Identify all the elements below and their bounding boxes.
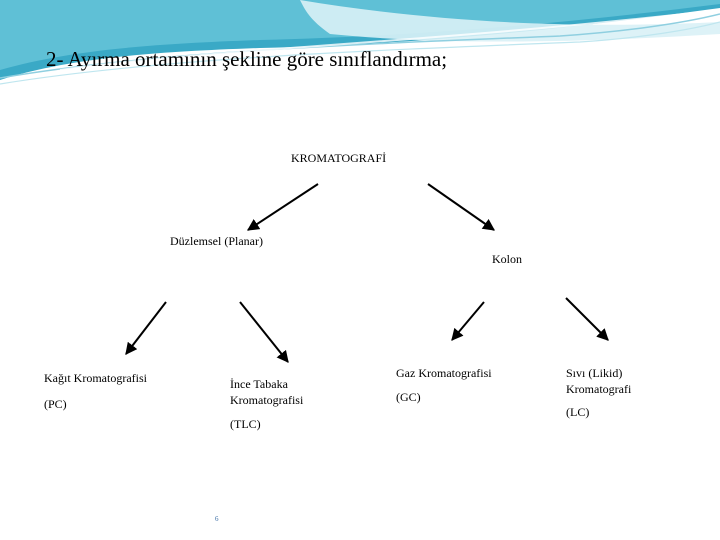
page-number: 6 — [215, 515, 219, 523]
arrow-to-paper — [126, 302, 166, 354]
root-node-label: KROMATOGRAFİ — [291, 151, 387, 165]
liquid-chromatography-abbr: (LC) — [566, 405, 590, 419]
thin-layer-label-line2: Kromatografisi — [230, 393, 304, 407]
planar-node-label: Düzlemsel (Planar) — [170, 234, 263, 248]
arrow-to-gas — [452, 302, 484, 340]
thin-layer-label-line1: İnce Tabaka — [230, 377, 288, 391]
paper-chromatography-label: Kağıt Kromatografisi — [44, 371, 147, 385]
gas-chromatography-label: Gaz Kromatografisi — [396, 366, 492, 380]
arrow-to-thin-layer — [240, 302, 288, 362]
liquid-chromatography-label-line1: Sıvı (Likid) — [566, 366, 623, 380]
slide-title: 2- Ayırma ortamının şekline göre sınıflandırma; — [46, 47, 448, 71]
column-node-label: Kolon — [492, 252, 522, 266]
paper-chromatography-abbr: (PC) — [44, 397, 67, 411]
liquid-chromatography-label-line2: Kromatografi — [566, 382, 632, 396]
gas-chromatography-abbr: (GC) — [396, 390, 421, 404]
thin-layer-abbr: (TLC) — [230, 417, 261, 431]
arrow-to-planar — [248, 184, 318, 230]
arrow-to-liquid — [566, 298, 608, 340]
arrow-to-column — [428, 184, 494, 230]
